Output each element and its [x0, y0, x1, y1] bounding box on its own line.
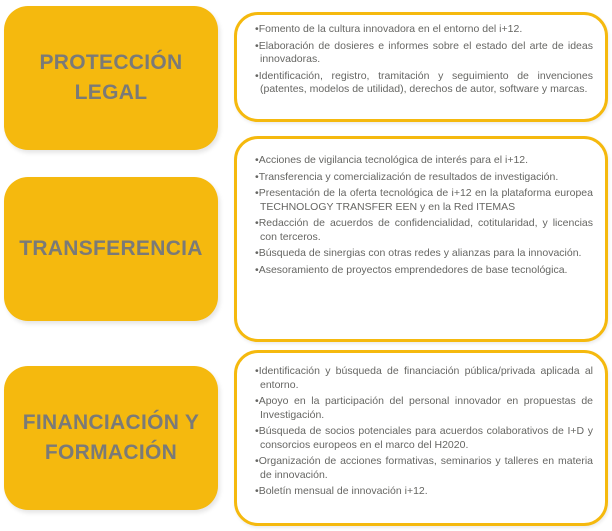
list-item: •Presentación de la oferta tecnológica de i+12 en la plataforma europea TECHNOLOGY TRANSFER EEN y en la Red ITEMAS — [255, 187, 593, 213]
transfer-details-box — [234, 136, 608, 342]
list-item: •Búsqueda de sinergias con otras redes y alianzas para la innovación. — [255, 247, 582, 259]
funding-details-box — [234, 350, 608, 526]
funding-details-list — [255, 365, 593, 499]
transfer-item-3: Presentación de la oferta tecnológica de i+12 en la plataforma europea TECHNOLOGY TRANSFER EEN y en la Red ITEMAS — [258, 187, 593, 213]
transfer-item-4: Redacción de acuerdos de confidencialidad, cotitularidad, y licencias con terceros. — [258, 217, 593, 243]
list-item: •Fomento de la cultura innovadora en el entorno del i+12. — [255, 23, 523, 35]
transfer-item-2: Transferencia y comercialización de resultados de investigación. — [258, 170, 559, 183]
list-item: •Apoyo en la participación del personal innovador en propuestas de Investigación. — [255, 395, 593, 421]
funding-item-1: Identificación y búsqueda de financiación pública/privada aplicada al entorno. — [258, 365, 593, 391]
list-item: •Redacción de acuerdos de confidencialidad, cotitularidad, y licencias con terceros. — [255, 217, 593, 243]
funding-item-4: Organización de acciones formativas, seminarios y talleres en materia de innovación. — [258, 455, 593, 481]
category-transfer-box — [4, 177, 218, 321]
category-funding-label: FINANCIACIÓN Y FORMACIÓN — [22, 411, 200, 464]
protection-details-list — [255, 23, 593, 97]
category-funding-box — [4, 366, 218, 510]
protection-item-2: Elaboración de dosieres e informes sobre el estado del arte de ideas innovadoras. — [258, 39, 593, 65]
list-item: •Identificación y búsqueda de financiación pública/privada aplicada al entorno. — [255, 365, 593, 391]
protection-item-1: Fomento de la cultura innovadora en el entorno del i+12. — [258, 23, 523, 35]
list-item: •Búsqueda de socios potenciales para acuerdos colaborativos de I+D y consorcios europeos en el marco del H2020. — [255, 425, 593, 451]
protection-details-box — [234, 12, 608, 122]
transfer-item-6: Asesoramiento de proyectos emprendedores de base tecnológica. — [258, 263, 568, 276]
funding-item-2: Apoyo en la participación del personal innovador en propuestas de Investigación. — [258, 395, 593, 421]
funding-item-3: Búsqueda de socios potenciales para acuerdos colaborativos de I+D y consorcios europeos en el marco del H2020. — [258, 425, 593, 451]
transfer-item-1: Acciones de vigilancia tecnológica de interés para el i+12. — [258, 154, 529, 166]
list-item: •Transferencia y comercialización de resultados de investigación. — [255, 170, 559, 183]
category-transfer-label: TRANSFERENCIA — [19, 237, 203, 260]
category-protection-box — [4, 6, 218, 150]
category-protection-label: PROTECCIÓN LEGAL — [39, 51, 183, 104]
list-item: •Elaboración de dosieres e informes sobre el estado del arte de ideas innovadoras. — [255, 39, 593, 65]
protection-item-3: Identificación, registro, tramitación y seguimiento de invenciones (patentes, modelos de utilidad), derechos de autor, software y marcas. — [258, 69, 593, 95]
list-item: •Acciones de vigilancia tecnológica de interés para el i+12. — [255, 154, 529, 166]
list-item: •Identificación, registro, tramitación y seguimiento de invenciones (patentes, modelos de utilidad), derechos de autor, software y marcas. — [255, 69, 593, 95]
funding-item-5: Boletín mensual de innovación i+12. — [258, 485, 428, 497]
transfer-details-list — [255, 154, 593, 277]
list-item: •Organización de acciones formativas, seminarios y talleres en materia de innovación. — [255, 455, 593, 481]
transfer-item-5: Búsqueda de sinergias con otras redes y alianzas para la innovación. — [258, 247, 582, 259]
list-item: •Asesoramiento de proyectos emprendedores de base tecnológica. — [255, 263, 568, 276]
list-item: •Boletín mensual de innovación i+12. — [255, 485, 428, 497]
